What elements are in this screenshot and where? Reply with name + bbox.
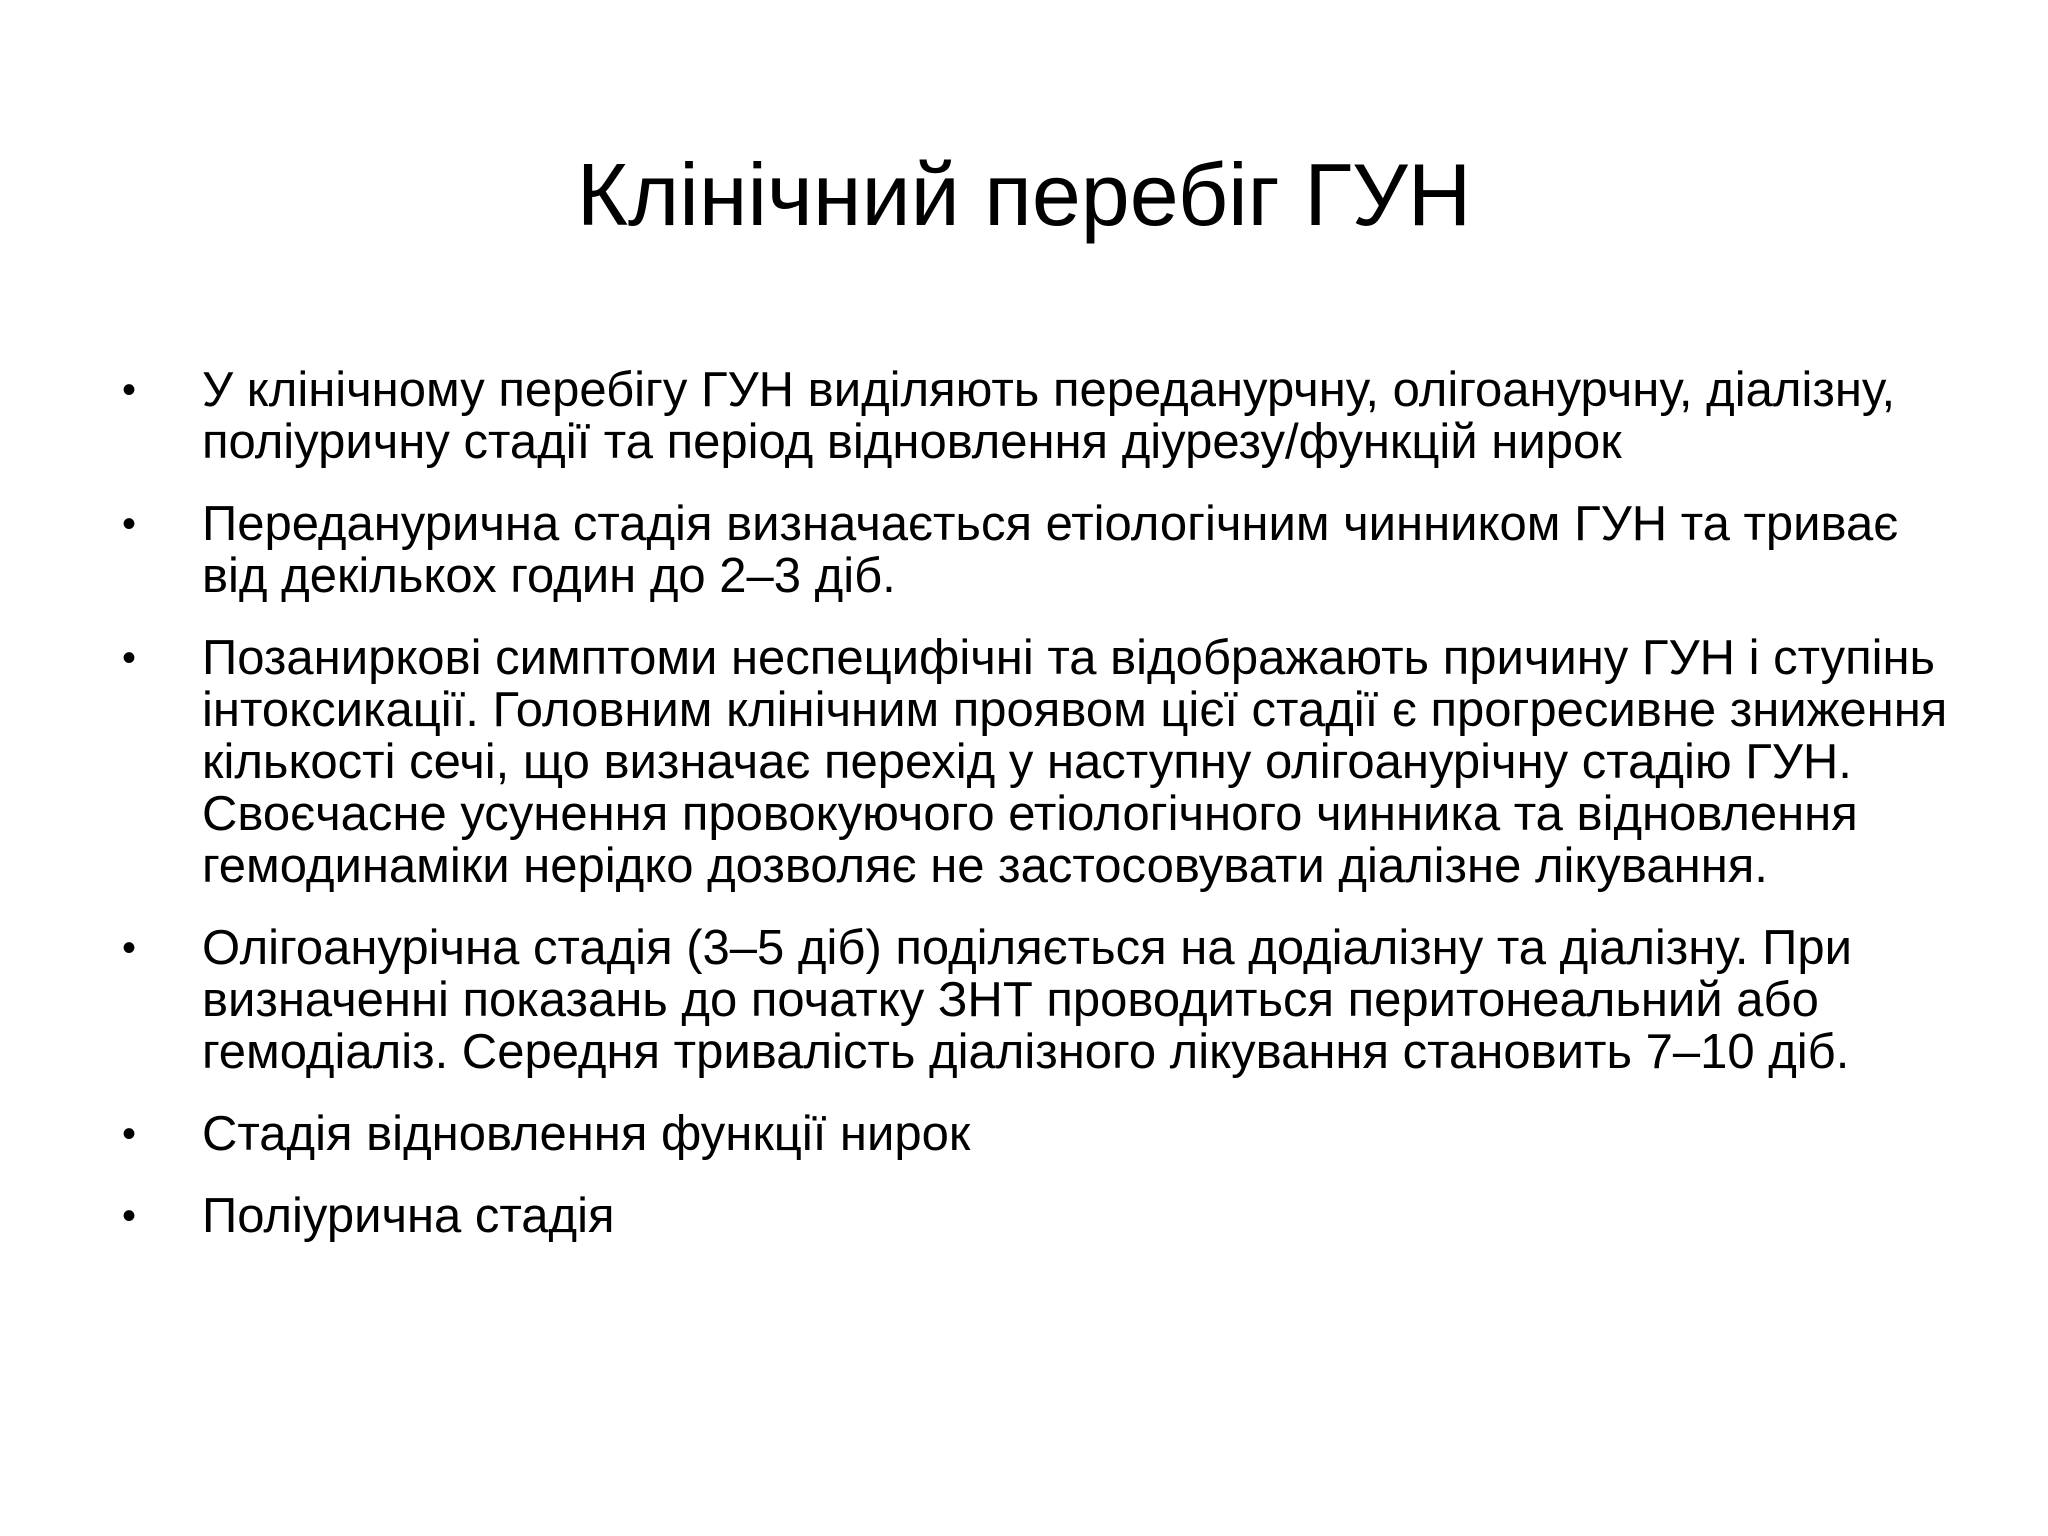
bullet-text: Поліурична стадія bbox=[202, 1189, 615, 1243]
bullet-icon: • bbox=[122, 926, 137, 970]
bullet-icon: • bbox=[122, 368, 137, 412]
bullet-text: Олігоанурічна стадія (3–5 діб) поділяється на додіалізну та діалізну. При визначенні показань до початку ЗНТ проводиться перитонеальний або гемодіаліз. Середня тривалість діалізного лікування становить 7–10 діб. bbox=[202, 921, 1852, 1079]
bullet-item bbox=[122, 632, 1962, 892]
bullet-icon: • bbox=[122, 1112, 137, 1156]
slide-title: Клінічний перебіг ГУН bbox=[576, 145, 1472, 244]
bullet-item bbox=[122, 1108, 1962, 1160]
bullet-text: Переданурична стадія визначається етіологічним чинником ГУН та триває від декількох годин до 2–3 діб. bbox=[202, 497, 1899, 603]
bullet-item bbox=[122, 1190, 1962, 1242]
bullet-text: Позаниркові симптоми неспецифічні та відображають причину ГУН і ступінь інтоксикації. Головним клінічним проявом цієї стадії є прогресивне зниження кількості сечі, що визначає перехід у наступну олігоанурічну стадію ГУН. Своєчасне усунення провокуючого етіологічного чинника та відновлення гемодинаміки нерідко дозволяє не застосовувати діалізне лікування. bbox=[202, 631, 1948, 893]
bullet-icon: • bbox=[122, 1194, 137, 1238]
bullet-text: Стадія відновлення функції нирок bbox=[202, 1107, 971, 1161]
bullet-item bbox=[122, 922, 1962, 1078]
bullet-list bbox=[122, 364, 1962, 1272]
bullet-icon: • bbox=[122, 636, 137, 680]
bullet-item bbox=[122, 498, 1962, 602]
bullet-text: У клінічному перебігу ГУН виділяють переданурчну, олігоанурчну, діалізну, поліуричну стадії та період відновлення діурезу/функцій нирок bbox=[202, 363, 1896, 469]
bullet-item bbox=[122, 364, 1962, 468]
bullet-icon: • bbox=[122, 502, 137, 546]
